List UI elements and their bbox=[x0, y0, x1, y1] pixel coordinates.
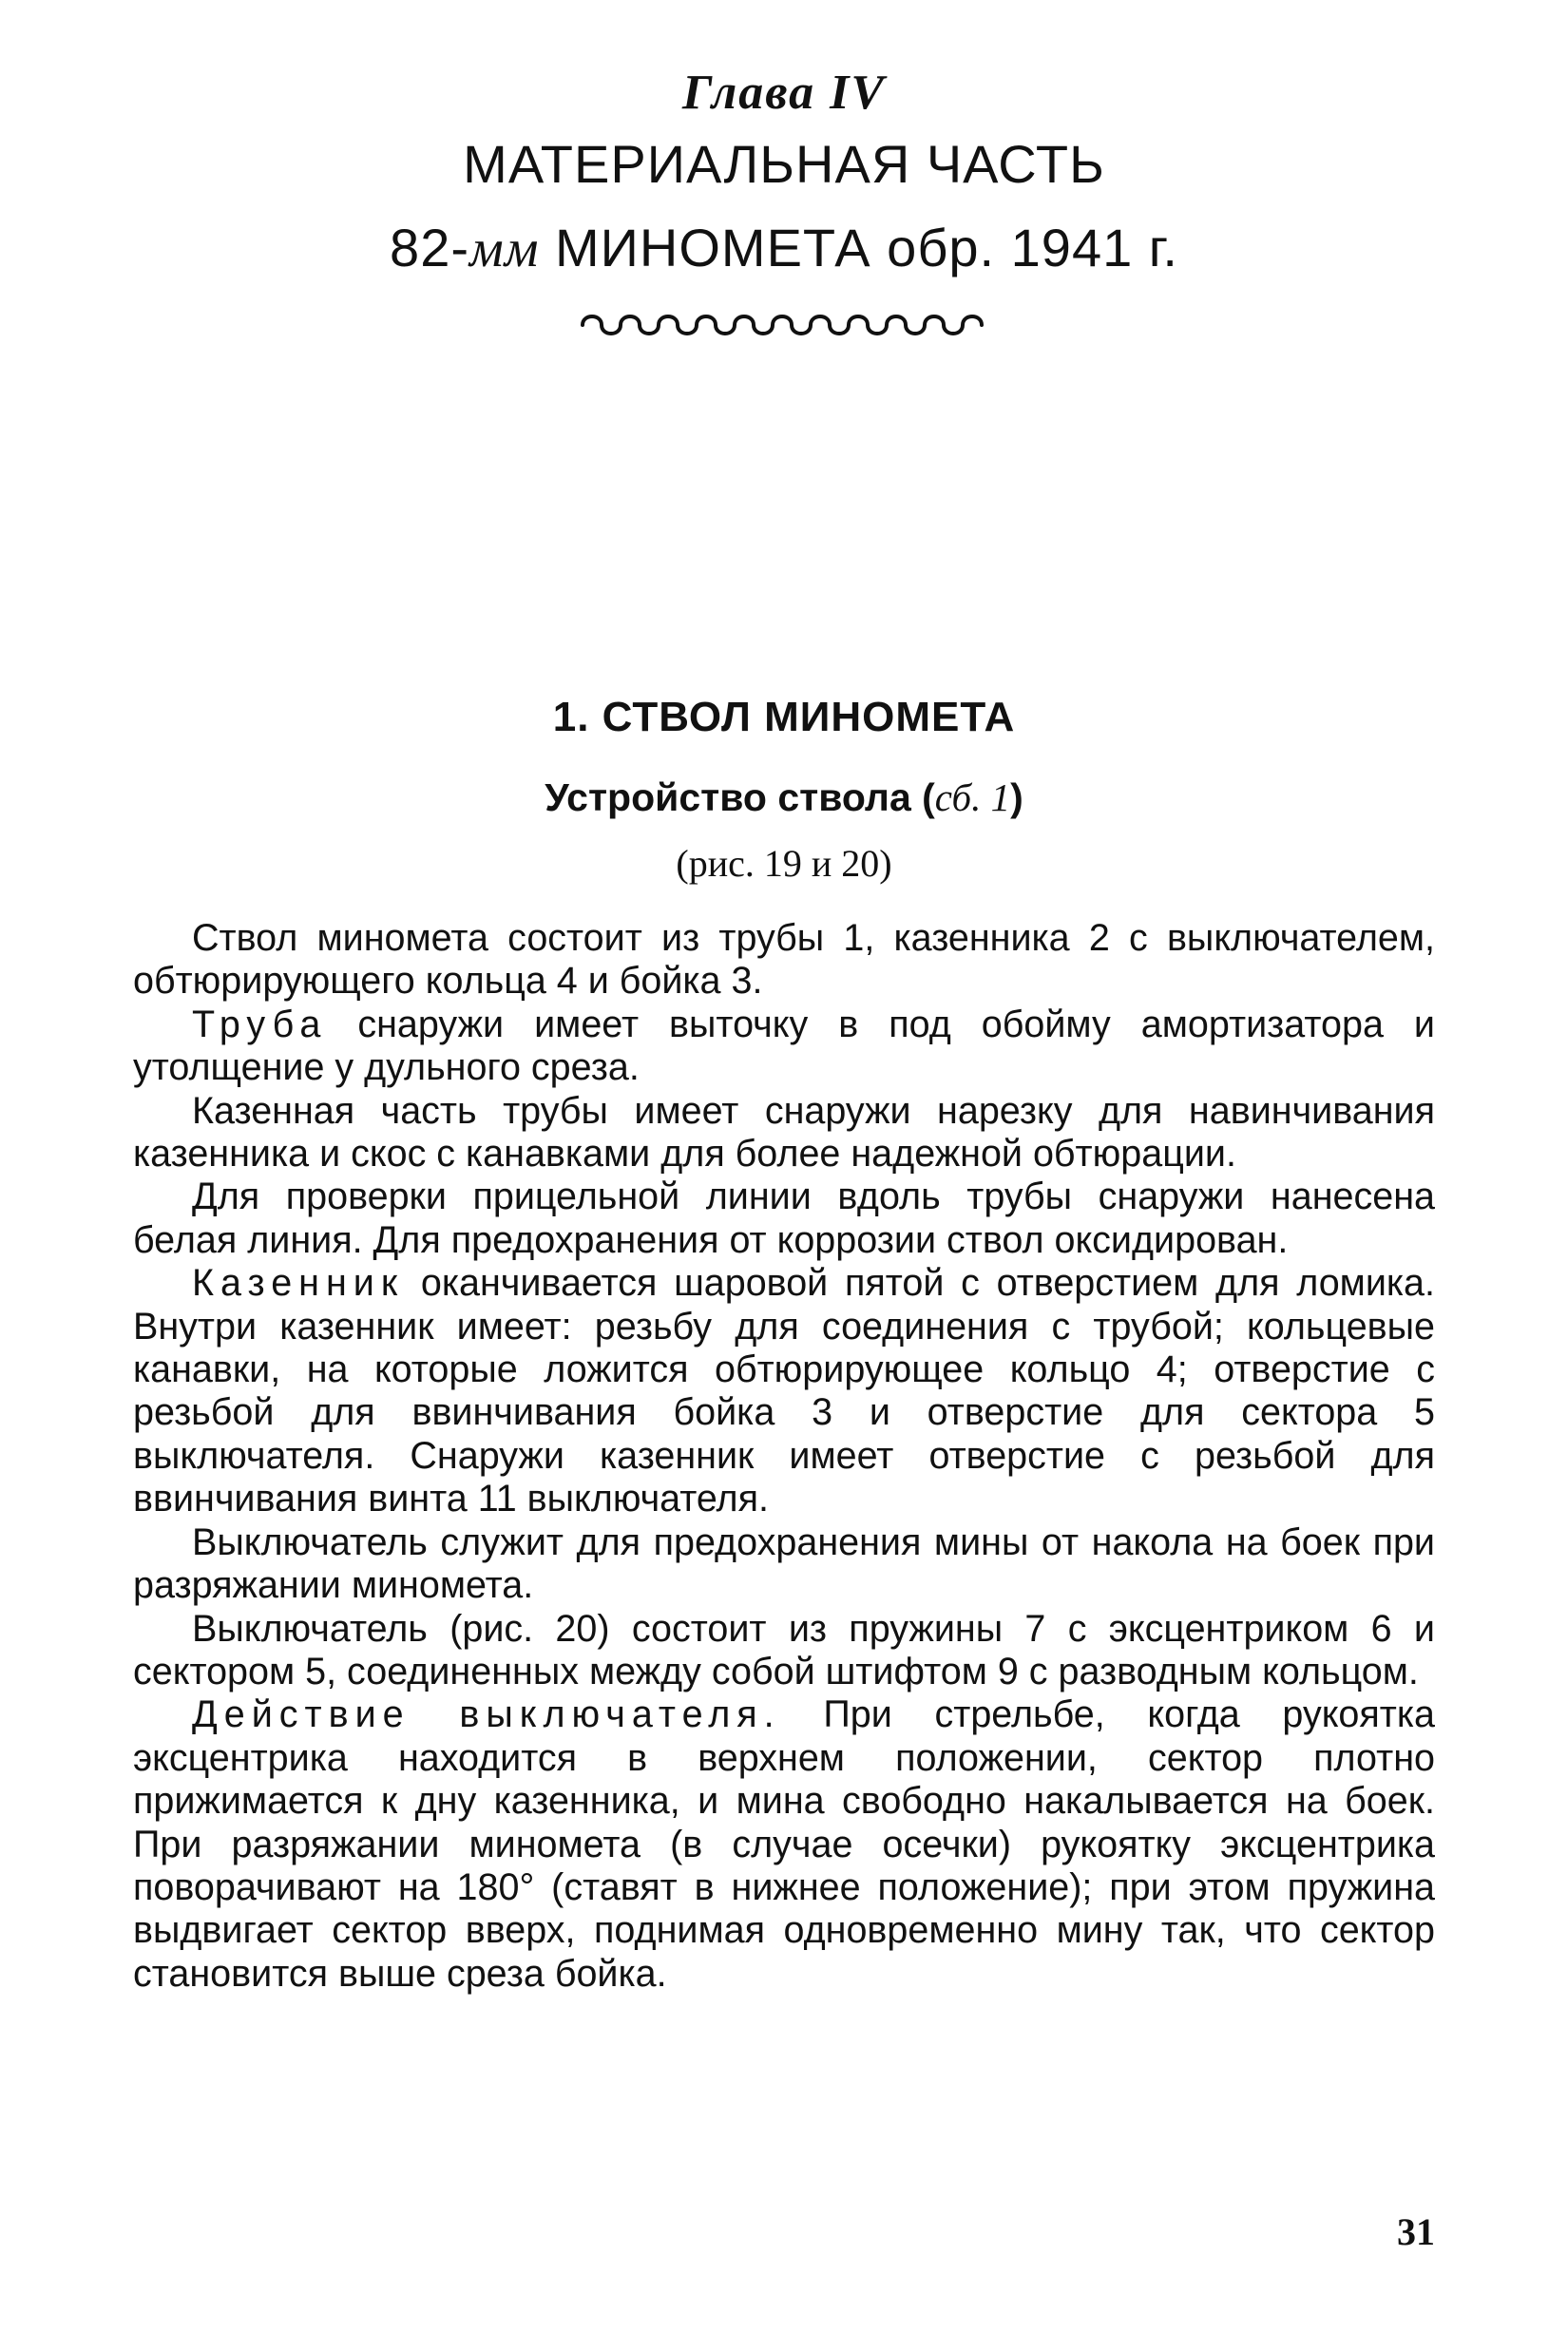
chapter-title-line-2 bbox=[0, 217, 1568, 279]
paragraph-text: Ствол миномета состоит из трубы 1, казенника 2 с выключателем, обтюрирующего кольца 4 и бойка 3. bbox=[133, 917, 1435, 1003]
title-caliber-suffix: МИНОМЕТА обр. 1941 г. bbox=[539, 218, 1178, 277]
chapter-label: Глава IV bbox=[681, 66, 887, 120]
paragraph bbox=[133, 1004, 1435, 1090]
paragraph-text: Для проверки прицельной линии вдоль трубы снаружи нанесена белая линия. Для предохранения от коррозии ствол оксидирован. bbox=[133, 1176, 1435, 1261]
wave-ornament-icon bbox=[575, 304, 993, 342]
paragraph bbox=[133, 1521, 1435, 1608]
paragraph bbox=[133, 1176, 1435, 1262]
section-title: 1. СТВОЛ МИНОМЕТА bbox=[552, 694, 1016, 740]
subsection-title-ref: сб. 1 bbox=[934, 775, 1011, 819]
paragraph-text: Выключатель (рис. 20) состоит из пружины 7 с эксцентриком 6 и сектором 5, соединенных между собой штифтом 9 с разводным кольцом. bbox=[133, 1607, 1435, 1692]
paragraph-lead: Труба bbox=[192, 1003, 328, 1045]
paragraph bbox=[133, 1693, 1435, 1996]
paragraph bbox=[133, 1608, 1435, 1694]
chapter-title-line-1: МАТЕРИАЛЬНАЯ ЧАСТЬ bbox=[463, 134, 1105, 194]
title-caliber-prefix: 82- bbox=[390, 218, 469, 277]
paragraph-text: При стрельбе, когда рукоятка эксцентрика находится в верхнем положении, сектор плотно прижимается к дну казенника, и мина свободно накалывается на боек. При разряжании миномета (в случае осечки) рукоятку эксцентрика поворачивают на 180° (ставят в нижнее положение); при этом пружина выдвигает сектор вверх, поднимая одновременно мину так, что сектор становится выше среза бойка. bbox=[133, 1693, 1435, 1995]
paragraph bbox=[133, 1262, 1435, 1520]
subsection-title bbox=[0, 774, 1568, 820]
paragraph-lead: Казенник bbox=[192, 1262, 405, 1305]
paragraph-lead: Действие выключателя. bbox=[192, 1693, 781, 1736]
paragraph-text: Выключатель служит для предохранения мины от накола на боек при разряжании миномета. bbox=[133, 1520, 1435, 1607]
paragraph-text: снаружи имеет выточку в под обойму амортизатора и утолщение у дульного среза. bbox=[133, 1003, 1435, 1089]
subsection-title-suffix: ) bbox=[1010, 775, 1023, 819]
subsection-title-prefix: Устройство ствола ( bbox=[545, 775, 935, 819]
paragraph-text: оканчивается шаровой пятой с отверстием для ломика. Внутри казенник имеет: резьбу для соединения с трубой; кольцевые канавки, на которые ложится обтюрирующее кольцо 4; отверстие с резьбой для ввинчивания бойка 3 и отверстие для сектора 5 выключателя. Снаружи казенник имеет отверстие с резьбой для ввинчивания винта 11 выключателя. bbox=[133, 1262, 1435, 1520]
paragraph-text: Казенная часть трубы имеет снаружи нарезку для навинчивания казенника и скос с канавками для более надежной обтюрации. bbox=[133, 1089, 1435, 1176]
figure-reference: (рис. 19 и 20) bbox=[676, 842, 892, 885]
title-caliber-unit: мм bbox=[468, 220, 540, 278]
paragraph bbox=[133, 1090, 1435, 1176]
page-number: 31 bbox=[1397, 2210, 1435, 2253]
body-text bbox=[133, 917, 1435, 1996]
paragraph bbox=[133, 917, 1435, 1004]
